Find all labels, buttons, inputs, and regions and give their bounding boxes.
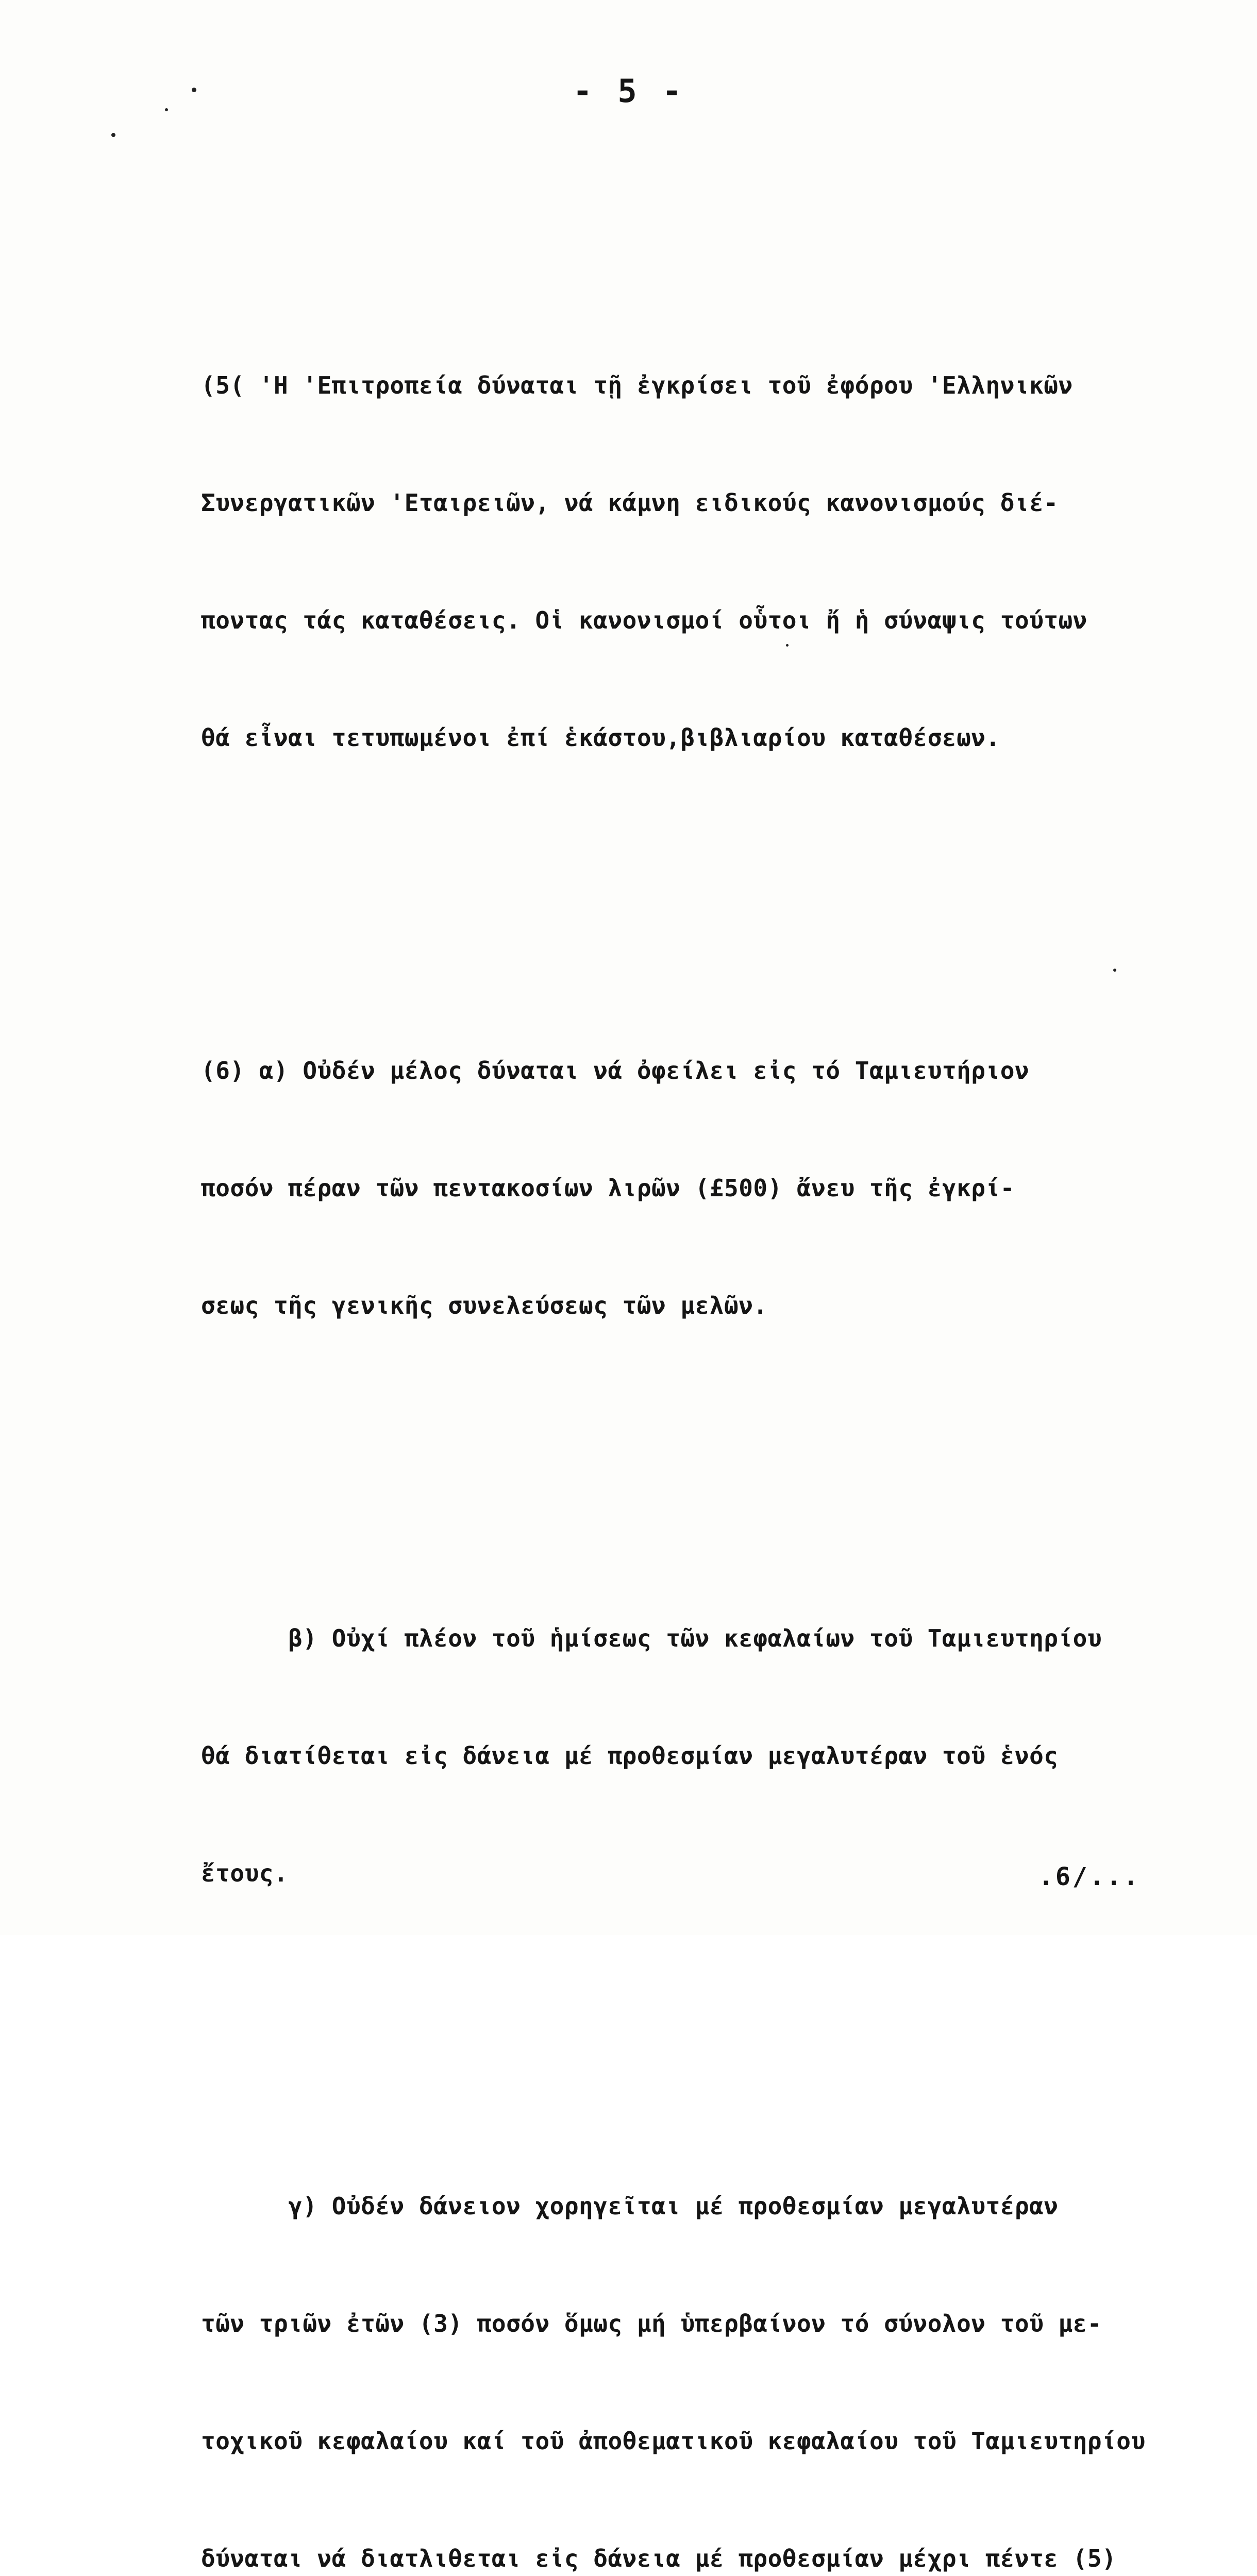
text-line: τῶν τριῶν ἐτῶν (3) ποσόν ὅμως μή ὑπερβαίνον τό σύνολον τοῦ με- — [201, 2310, 1102, 2337]
text-line: ἔτους. — [201, 1859, 289, 1887]
text-line: (6) α) Οὐδέν μέλος δύναται νά ὀφείλει εἰς τό Ταμιευτήριον — [201, 1057, 1030, 1084]
text-line: θά εἶναι τετυπωμένοι ἐπί ἑκάστου,βιβλιαρίου καταθέσεων. — [201, 724, 1000, 752]
paragraph-6b — [201, 1540, 1221, 1971]
paragraph-6c — [201, 2108, 1221, 2576]
scan-speck — [111, 133, 115, 137]
scan-speck — [192, 88, 196, 92]
text-line: β) Οὐχί πλέον τοῦ ἡμίσεως τῶν κεφαλαίων τοῦ Ταμιευτηρίου — [201, 1624, 1102, 1652]
continuation-marker: .6/... — [1038, 1862, 1141, 1891]
text-line: θά διατίθεται εἰς δάνεια μέ προθεσμίαν μεγαλυτέραν τοῦ ἑνός — [201, 1742, 1059, 1770]
text-line: Συνεργατικῶν 'Εταιρειῶν, νά κάμνη ειδικούς κανονισμούς διέ- — [201, 489, 1059, 517]
text-line: (5( 'Η 'Επιτροπεία δύναται τῇ ἐγκρίσει τοῦ ἐφόρου 'Ελληνικῶν — [201, 371, 1073, 399]
paragraph-5 — [201, 287, 1221, 836]
text-line: ποντας τάς καταθέσεις. Οἱ κανονισμοί οὗτοι ἤ ἡ σύναψις τούτων — [201, 606, 1087, 634]
page-number: - 5 - — [573, 72, 685, 110]
text-line: γ) Οὐδέν δάνειον χορηγεῖται μέ προθεσμίαν μεγαλυτέραν — [201, 2192, 1059, 2220]
text-line: ποσόν πέραν τῶν πεντακοσίων λιρῶν (£500) ἄνευ τῆς ἐγκρί- — [201, 1174, 1015, 1202]
text-line: σεως τῆς γενικῆς συνελεύσεως τῶν μελῶν. — [201, 1292, 768, 1319]
paragraph-6a — [201, 973, 1221, 1403]
text-line: δύναται νά διατλιθεται εἰς δάνεια μέ προθεσμίαν μέχρι πέντε (5) — [201, 2545, 1117, 2572]
scan-speck — [165, 108, 168, 111]
text-line: τοχικοῦ κεφαλαίου καί τοῦ ἀποθεματικοῦ κεφαλαίου τοῦ Ταμιευτηρίου — [201, 2427, 1146, 2455]
document-body — [201, 170, 1221, 2576]
